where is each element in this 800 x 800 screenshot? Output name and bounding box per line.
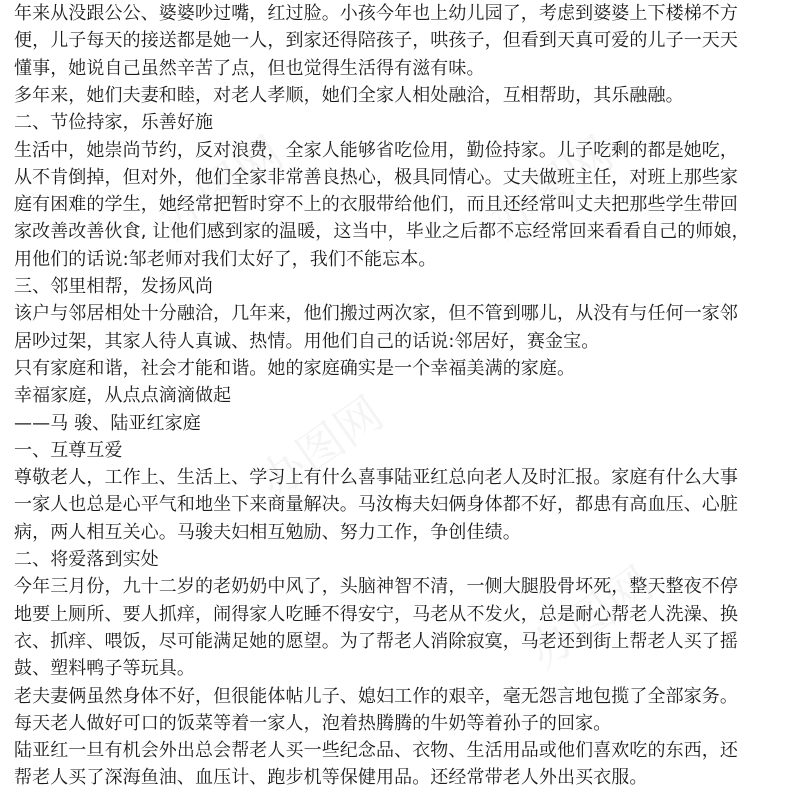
- text-line: 多年来，她们夫妻和睦，对老人孝顺，她们全家人相处融洽，互相帮助，其乐融融。: [14, 84, 684, 106]
- watermark: 办图网: [518, 555, 663, 680]
- text-line: 衣、抓痒、喂饭，尽可能满足她的愿望。为了帮老人消除寂寞，马老还到街上帮老人买了摇: [14, 630, 738, 652]
- text-line: 庭有困难的学生，她经常把暂时穿不上的衣服带给他们，而且还经常叫丈夫把那些学生带回: [14, 194, 738, 216]
- text-line: 年来从没跟公公、婆婆吵过嘴，红过脸。小孩今年也上幼儿园了，考虑到婆婆上下楼梯不方: [14, 3, 738, 24]
- text-line: 便，儿子每天的接送都是她一人，到家还得陪孩子，哄孩子，但看到天真可爱的儿子一天天: [14, 30, 738, 52]
- text-line: 从不肯倒掉，但对外，他们全家非常善良热心，极具同情心。丈夫做班主任，对班上那些家: [14, 166, 738, 188]
- text-line: 二、将爱落到实处: [14, 549, 159, 570]
- watermark: 办图网: [478, 125, 623, 250]
- text-line: 用他们的话说:邹老师对我们太好了，我们不能忘本。: [14, 248, 437, 270]
- text-line: 居吵过架，其家人待人真诚、热情。用他们自己的话说:邻居好，赛金宝。: [14, 330, 600, 352]
- text-line: 二、节俭持家，乐善好施: [14, 112, 214, 134]
- text-line: 陆亚红一旦有机会外出总会帮老人买一些纪念品、衣物、生活用品或他们喜欢吃的东西，还: [14, 740, 738, 762]
- text-line: 尊敬老人，工作上、生活上、学习上有什么喜事陆亚红总向老人及时汇报。家庭有什么大事: [14, 467, 738, 489]
- text-line: 生活中，她崇尚节约，反对浪费，全家人能够省吃俭用，勤俭持家。儿子吃剩的都是她吃，: [14, 139, 738, 161]
- watermark: 办图网: [148, 125, 293, 250]
- text-line: 地要上厕所、要人抓痒，闹得家人吃睡不得安宁，马老从不发火，总是耐心帮老人洗澡、换: [14, 603, 738, 625]
- text-line: 老夫妻俩虽然身体不好，但很能体帖儿子、媳妇工作的艰辛，毫无怨言地包揽了全部家务。: [14, 685, 738, 707]
- text-line: 病，两人相互关心。马骏夫妇相互勉励、努力工作，争创佳绩。: [14, 521, 521, 543]
- text-line: 鼓、塑料鸭子等玩具。: [14, 658, 195, 680]
- text-line: 三、邻里相帮，发扬风尚: [14, 276, 214, 297]
- text-line: 每天老人做好可口的饭菜等着一家人，泡着热腾腾的牛奶等着孙子的回家。: [14, 712, 612, 734]
- text-line: 一、互尊互爱: [14, 439, 123, 461]
- watermark: 办图网: [248, 385, 393, 510]
- text-line: 只有家庭和谐，社会才能和谐。她的家庭确实是一个幸福美满的家庭。: [14, 357, 576, 379]
- text-line: 家改善改善伙食, 让他们感到家的温暖，这当中，毕业之后都不忘经常回来看看自己的师娘，: [14, 221, 750, 243]
- text-line: ——马 骏、陆亚红家庭: [14, 412, 201, 434]
- text-line: 帮老人买了深海鱼油、血压计、跑步机等保健用品。还经常带老人外出买衣服。: [14, 767, 648, 789]
- text-line: 今年三月份，九十二岁的老奶奶中风了，头脑神智不清，一侧大腿股骨坏死，整天整夜不停: [14, 576, 738, 598]
- text-line: 一家人也总是心平气和地坐下来商量解决。马汝梅夫妇俩身体都不好，都患有高血压、心脏: [14, 494, 738, 516]
- text-line: 幸福家庭，从点点滴滴做起: [14, 385, 232, 407]
- text-line: 该户与邻居相处十分融洽，几年来，他们搬过两次家，但不管到哪儿，从没有与任何一家邻: [14, 303, 738, 325]
- text-line: 懂事，她说自己虽然辛苦了点，但也觉得生活得有滋有味。: [14, 57, 485, 79]
